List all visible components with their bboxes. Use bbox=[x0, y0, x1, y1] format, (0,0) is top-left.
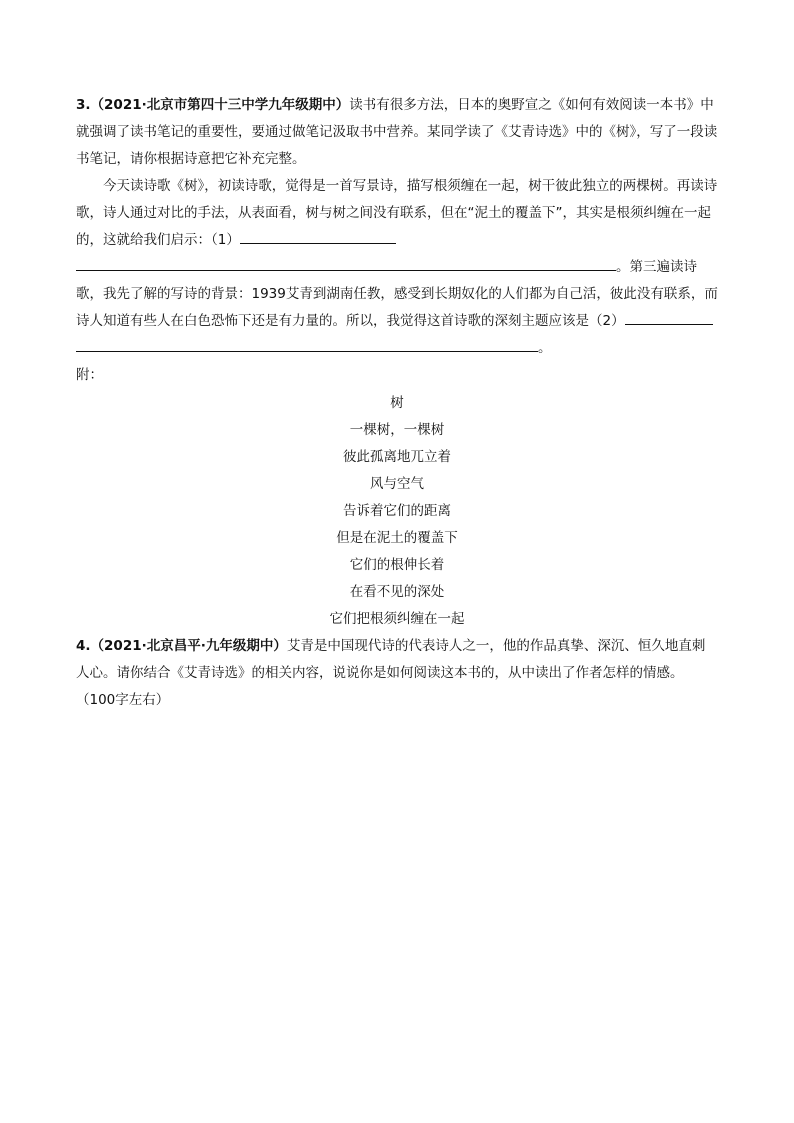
poem-line: 它们把根须纠缠在一起 bbox=[329, 611, 465, 627]
question-3-number: 3. bbox=[76, 97, 91, 113]
answer-blank-1[interactable] bbox=[240, 228, 396, 244]
question-3-intro-text: 读书有很多方法，日本的奥野宣之《如何有效阅读一本书》中就强调了读书笔记的重要性，要通过做笔记汲取书中营养。某同学读了《艾青诗选》中的《树》，写了一段读书笔记，请你根据诗意把它补充完整。 bbox=[76, 97, 718, 167]
answer-blank-2[interactable] bbox=[625, 309, 713, 325]
notes-text-part1: 今天读诗歌《树》，初读诗歌，觉得是一首写景诗，描写根须缠在一起，树干彼此独立的两棵树。再读诗歌，诗人通过对比的手法，从表面看，树与树之间没有联系，但在“泥土的覆盖下”，其实是根须纠缠在一起的，这就给我们启示：（1） bbox=[76, 178, 718, 248]
poem-line: 风与空气 bbox=[370, 476, 424, 492]
answer-blank-2-continued[interactable] bbox=[76, 336, 538, 352]
question-4-source: （2021·北京昌平·九年级期中） bbox=[90, 638, 287, 654]
answer-blank-1-continued[interactable] bbox=[76, 255, 616, 271]
poem-line: 但是在泥土的覆盖下 bbox=[336, 530, 458, 546]
poem-line: 在看不见的深处 bbox=[349, 584, 445, 600]
poem-line: 它们的根伸长着 bbox=[349, 557, 445, 573]
question-3-source: （2021·北京市第四十三中学九年级期中） bbox=[90, 97, 350, 113]
poem-tree bbox=[76, 390, 718, 633]
appendix-label: 附： bbox=[76, 367, 103, 383]
poem-title: 树 bbox=[390, 395, 404, 411]
question-4-note: （100字左右） bbox=[76, 692, 170, 708]
question-3-intro bbox=[76, 92, 718, 173]
question-4-text: 艾青是中国现代诗的代表诗人之一，他的作品真挚、深沉、恒久地直刺人心。请你结合《艾青诗选》的相关内容，说说你是如何阅读这本书的，从中读出了作者怎样的情感。 bbox=[76, 638, 706, 681]
poem-line: 告诉着它们的距离 bbox=[343, 503, 451, 519]
content-area bbox=[76, 92, 718, 714]
notes-text-part2: 。第三遍读诗歌，我先了解的写诗的背景：1939艾青到湖南任教，感受到长期奴化的人们都为自己活，彼此没有联系，而诗人知道有些人在白色恐怖下还是有力量的。所以，我觉得这首诗歌的深刻主题应该是（2） bbox=[76, 259, 718, 329]
poem-line: 彼此孤离地兀立着 bbox=[343, 449, 451, 465]
question-4-number: 4. bbox=[76, 638, 91, 654]
reading-notes-paragraph bbox=[76, 173, 718, 362]
poem-line: 一棵树，一棵树 bbox=[349, 422, 445, 438]
notes-text-end: 。 bbox=[538, 340, 552, 356]
question-4 bbox=[76, 633, 718, 687]
